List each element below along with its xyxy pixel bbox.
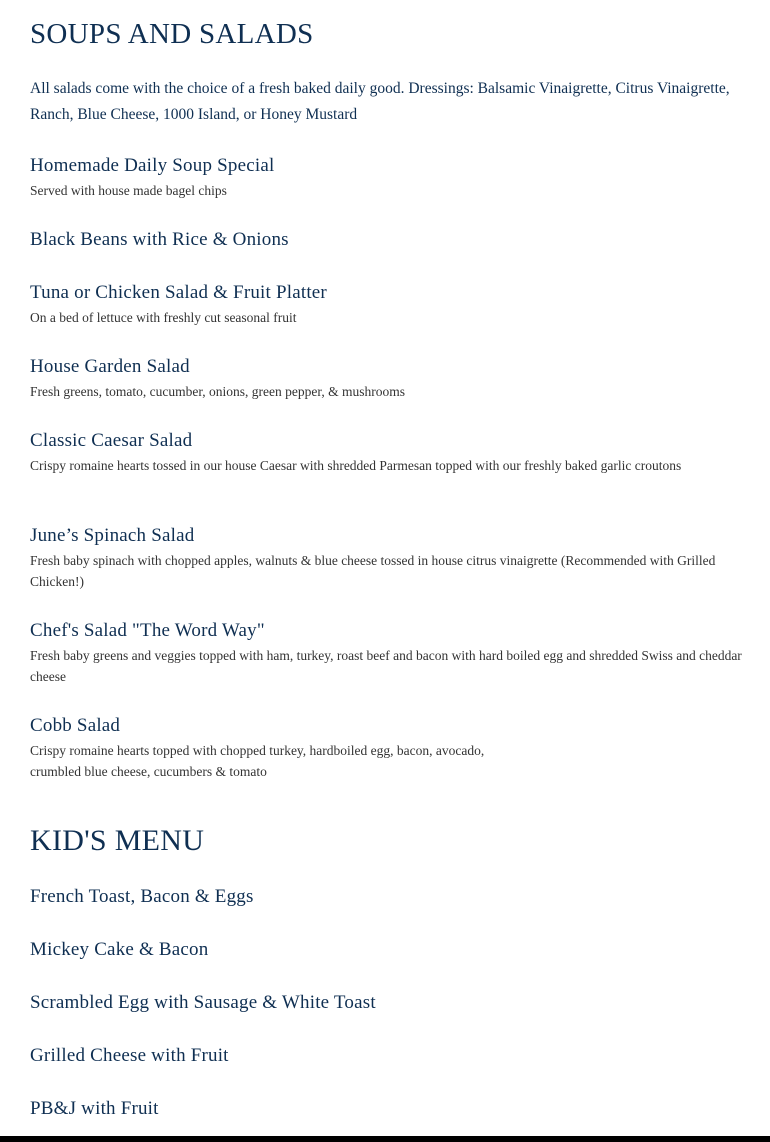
- section-title-kids-menu: KID'S MENU: [30, 824, 205, 857]
- menu-item: [30, 523, 745, 592]
- menu-item-name: House Garden Salad: [30, 356, 190, 377]
- soups-salads-intro: All salads come with the choice of a fresh baked daily good. Dressings: Balsamic Vinaigrette, Citrus Vinaigrette, Ranch, Blue Cheese, 1000 Island, or Honey Mustard: [30, 80, 730, 123]
- menu-item: [30, 428, 745, 476]
- kids-menu-item: Mickey Cake & Bacon: [30, 939, 209, 960]
- menu-item-name: Homemade Daily Soup Special: [30, 155, 275, 176]
- menu-item-description-line: crumbled blue cheese, cucumbers & tomato: [30, 764, 267, 779]
- menu-item-name: Tuna or Chicken Salad & Fruit Platter: [30, 282, 327, 303]
- menu-item: [30, 280, 745, 328]
- menu-item-description: Fresh baby greens and veggies topped with ham, turkey, roast beef and bacon with hard boiled egg and shredded Swiss and cheddar cheese: [30, 648, 742, 684]
- kids-menu-item: PB&J with Fruit: [30, 1098, 159, 1119]
- menu-item-description-line: Crispy romaine hearts topped with chopped turkey, hardboiled egg, bacon, avocado,: [30, 743, 485, 758]
- section-title-soups-salads: SOUPS AND SALADS: [30, 18, 314, 50]
- menu-item-name: Chef's Salad "The Word Way": [30, 620, 265, 641]
- menu-item-description: On a bed of lettuce with freshly cut seasonal fruit: [30, 310, 297, 325]
- menu-item: [30, 153, 745, 201]
- menu-item: [30, 227, 745, 253]
- kids-menu-item: French Toast, Bacon & Eggs: [30, 886, 254, 907]
- menu-item-description: Fresh greens, tomato, cucumber, onions, green pepper, & mushrooms: [30, 384, 405, 399]
- menu-item: [30, 713, 745, 782]
- kids-menu-item: Scrambled Egg with Sausage & White Toast: [30, 992, 376, 1013]
- menu-item-name: Classic Caesar Salad: [30, 430, 193, 451]
- menu-item-description: Crispy romaine hearts tossed in our house Caesar with shredded Parmesan topped with our freshly baked garlic croutons: [30, 458, 682, 473]
- menu-item-name: Cobb Salad: [30, 715, 121, 736]
- kids-menu-item: Grilled Cheese with Fruit: [30, 1045, 229, 1066]
- menu-item-name: Black Beans with Rice & Onions: [30, 229, 289, 250]
- menu-item: [30, 354, 745, 402]
- menu-item-description: Served with house made bagel chips: [30, 183, 227, 198]
- bottom-edge-bar: [0, 1136, 770, 1142]
- menu-item: [30, 618, 745, 687]
- menu-item-description: Fresh baby spinach with chopped apples, walnuts & blue cheese tossed in house citrus vinaigrette (Recommended with Grilled Chicken!): [30, 553, 716, 589]
- menu-item-name: June’s Spinach Salad: [30, 525, 195, 546]
